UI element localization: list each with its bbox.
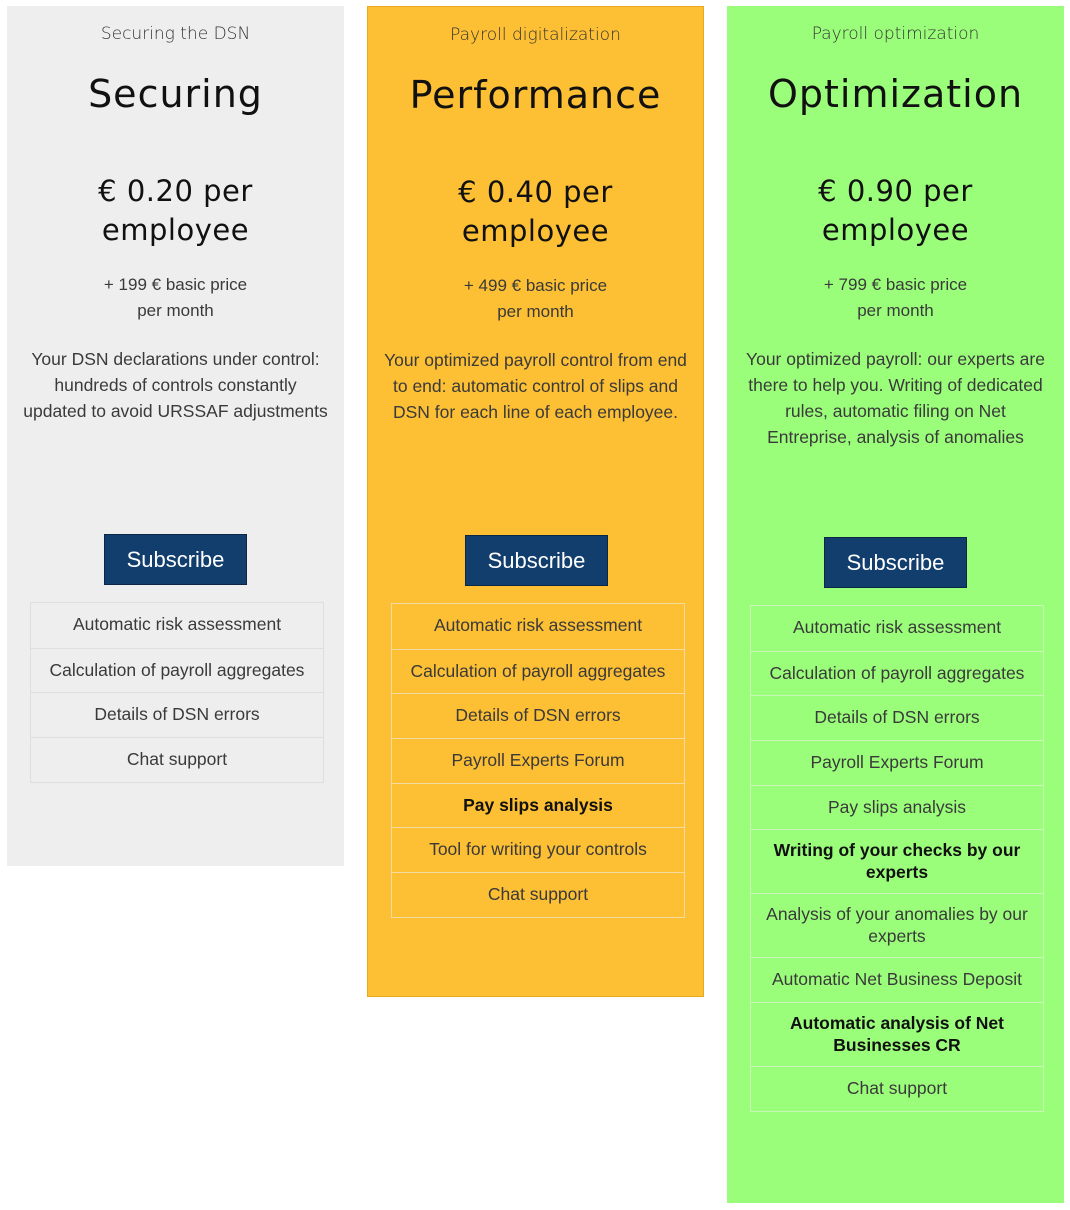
feature-list (30, 602, 324, 783)
feature-item: Automatic risk assessment (792, 617, 1002, 637)
feature-item: Pay slips analysis (751, 785, 1043, 830)
feature-item: Automatic Net Business Deposit (751, 957, 1043, 1002)
plan-card-securing (7, 6, 344, 866)
plan-card-optimization (727, 6, 1064, 1203)
plan-description: Your optimized payroll control from end to end: automatic control of slips and DSN for each line of each employee. (384, 350, 687, 422)
subscribe-button[interactable]: Subscribe (824, 537, 967, 588)
basic-price-period: per month (497, 302, 574, 321)
feature-list (391, 603, 685, 918)
feature-item: Payroll Experts Forum (751, 740, 1043, 785)
plan-description: Your optimized payroll: our experts are there to help you. Writing of dedicated rules, automatic filing on Net Entreprise, analysis of anomalies (746, 349, 1045, 447)
feature-item: Analysis of your anomalies by our experts (751, 893, 1043, 957)
plan-price: € 0.40 per employee (458, 175, 613, 248)
feature-item: Chat support (31, 737, 323, 782)
feature-item: Calculation of payroll aggregates (392, 649, 684, 694)
feature-item: Details of DSN errors (31, 692, 323, 737)
plan-basic-price (428, 273, 643, 325)
basic-price-line: + 499 € basic price (463, 276, 608, 295)
feature-item: Chat support (392, 872, 684, 917)
feature-item: Tool for writing your controls (392, 827, 684, 872)
feature-item: Automatic risk assessment (433, 615, 643, 635)
feature-item-highlight: Automatic analysis of Net Businesses CR (751, 1002, 1043, 1066)
plan-price: € 0.20 per employee (98, 174, 253, 247)
feature-item-highlight: Pay slips analysis (392, 783, 684, 828)
feature-item: Calculation of payroll aggregates (31, 648, 323, 693)
plan-basic-price (67, 272, 284, 324)
feature-item: Chat support (751, 1066, 1043, 1111)
feature-item-highlight: Writing of your checks by our experts (751, 829, 1043, 893)
subscribe-button[interactable]: Subscribe (465, 535, 608, 586)
plan-name: Optimization (767, 72, 1024, 116)
plan-subtitle: Payroll optimization (811, 24, 980, 44)
basic-price-period: per month (857, 301, 934, 320)
feature-list (750, 605, 1044, 1112)
plan-description: Your DSN declarations under control: hundreds of controls constantly updated to avoid URSSAF adjustments (23, 349, 328, 421)
feature-item: Automatic risk assessment (72, 614, 282, 634)
feature-item: Payroll Experts Forum (392, 738, 684, 783)
basic-price-period: per month (137, 301, 214, 320)
basic-price-line: + 799 € basic price (823, 275, 968, 294)
plan-subtitle: Securing the DSN (100, 24, 251, 44)
plan-card-performance (367, 6, 704, 997)
plan-name: Performance (409, 73, 662, 117)
feature-item: Details of DSN errors (751, 695, 1043, 740)
feature-item: Details of DSN errors (392, 693, 684, 738)
plan-name: Securing (88, 72, 263, 116)
feature-item: Calculation of payroll aggregates (751, 651, 1043, 696)
basic-price-line: + 199 € basic price (103, 275, 248, 294)
plan-basic-price (787, 272, 1004, 324)
plan-price: € 0.90 per employee (818, 174, 973, 247)
plan-subtitle: Payroll digitalization (450, 25, 621, 45)
subscribe-button[interactable]: Subscribe (104, 534, 247, 585)
